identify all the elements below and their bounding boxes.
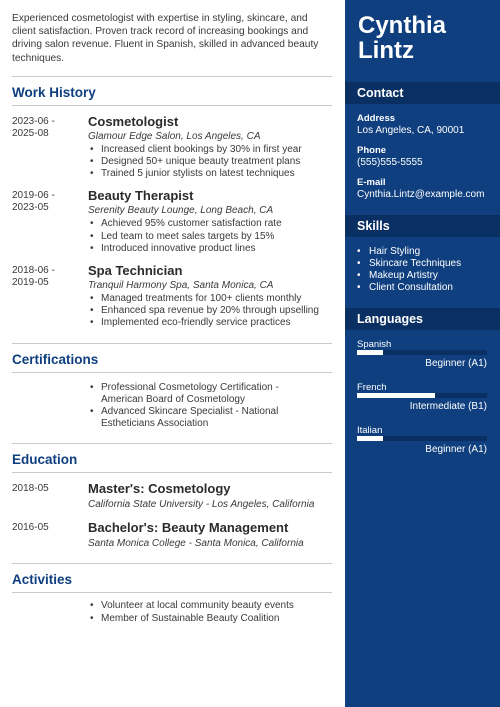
school: California State University - Los Angeles, California (88, 499, 315, 511)
bullet-list (88, 144, 333, 181)
phone-value: (555)555-5555 (357, 157, 423, 168)
list-item: • Trained 5 junior stylists on latest techniques (88, 168, 333, 180)
job-title: Spa Technician (88, 263, 183, 279)
address-label: Address (357, 113, 396, 124)
degree: Bachelor's: Beauty Management (88, 520, 289, 536)
summary: Experienced cosmetologist with expertise in styling, skincare, and client satisfaction. Proven track record of increasing bookings and driving salon revenue. Fluent in Spanish, skilled in advanced beauty techniques. (12, 13, 319, 64)
skill-item: • Skincare Techniques (345, 258, 500, 270)
school: Santa Monica College - Santa Monica, California (88, 538, 304, 550)
language-bar (357, 436, 487, 441)
date-start: 2023-06 - (12, 115, 55, 127)
education-title: Education (12, 452, 78, 468)
sidebar (345, 0, 500, 707)
divider (12, 472, 332, 473)
divider (12, 563, 332, 564)
list-item: • Managed treatments for 100+ clients monthly (88, 293, 333, 305)
skills-title: Skills (345, 215, 500, 237)
address-value: Los Angeles, CA, 90001 (357, 125, 465, 136)
date-end: 2019-05 (12, 277, 49, 289)
company: Tranquil Harmony Spa, Santa Monica, CA (88, 280, 274, 292)
list-item: • Professional Cosmetology Certification - American Board of Cosmetology (88, 382, 308, 406)
language-name: Italian (357, 425, 383, 436)
contact-title: Contact (345, 82, 500, 104)
skills-list (345, 246, 500, 294)
list-item: • Volunteer at local community beauty events (88, 600, 333, 612)
education-date: 2018-05 (12, 483, 49, 495)
certifications-title: Certifications (12, 351, 99, 367)
company: Glamour Edge Salon, Los Angeles, CA (88, 130, 261, 142)
list-item: • Increased client bookings by 30% in first year (88, 144, 333, 156)
date-start: 2018-06 - (12, 265, 55, 277)
date-end: 2023-05 (12, 202, 49, 214)
work-date (12, 265, 72, 289)
divider (12, 343, 332, 344)
education-date: 2016-05 (12, 522, 49, 534)
language-name: French (357, 382, 387, 393)
work-date (12, 190, 72, 214)
date-start: 2019-06 - (12, 190, 55, 202)
email-value[interactable]: Cynthia.Lintz@example.com (357, 189, 485, 200)
list-item: • Achieved 95% customer satisfaction rate (88, 218, 333, 230)
skill-item: • Client Consultation (345, 282, 500, 294)
language-bar-fill (357, 436, 383, 441)
contact-block (345, 113, 500, 201)
work-entry (12, 263, 333, 330)
list-item: • Led team to meet sales targets by 15% (88, 231, 333, 243)
divider (12, 372, 332, 373)
company: Serenity Beauty Lounge, Long Beach, CA (88, 205, 274, 217)
certifications-list (88, 382, 308, 431)
language-item (345, 339, 500, 370)
divider (12, 443, 332, 444)
last-name: Lintz (358, 37, 414, 64)
list-item: • Designed 50+ unique beauty treatment plans (88, 156, 333, 168)
work-date (12, 116, 72, 140)
job-title: Cosmetologist (88, 113, 179, 129)
work-entry (12, 188, 333, 255)
divider (12, 76, 332, 77)
phone-label: Phone (357, 145, 387, 156)
email-label: E-mail (357, 177, 386, 188)
skill-item: • Hair Styling (345, 246, 500, 258)
language-level: Intermediate (B1) (409, 401, 487, 412)
language-level: Beginner (A1) (425, 444, 487, 455)
language-item (345, 382, 500, 413)
education-entry (12, 520, 333, 550)
divider (12, 105, 332, 106)
language-bar-fill (357, 393, 435, 398)
divider (12, 592, 332, 593)
language-item (345, 425, 500, 456)
education-entry (12, 481, 333, 511)
candidate-name (345, 0, 500, 63)
bullet-list (88, 218, 333, 255)
list-item: • Enhanced spa revenue by 20% through upselling (88, 305, 333, 317)
list-item: • Advanced Skincare Specialist - National Estheticians Association (88, 406, 308, 430)
language-bar-fill (357, 350, 383, 355)
activities-list (88, 600, 333, 624)
language-bar (357, 393, 487, 398)
work-entry (12, 114, 333, 181)
languages-block (345, 339, 500, 456)
list-item: • Member of Sustainable Beauty Coalition (88, 613, 333, 625)
list-item: • Implemented eco-friendly service practices (88, 317, 333, 329)
degree: Master's: Cosmetology (88, 481, 231, 497)
date-end: 2025-08 (12, 127, 49, 139)
list-item: • Introduced innovative product lines (88, 243, 333, 255)
skill-item: • Makeup Artistry (345, 270, 500, 282)
language-name: Spanish (357, 339, 392, 350)
languages-title: Languages (345, 308, 500, 330)
language-level: Beginner (A1) (425, 358, 487, 369)
bullet-list (88, 293, 333, 330)
language-bar (357, 350, 487, 355)
activities-title: Activities (12, 572, 73, 588)
job-title: Beauty Therapist (88, 188, 194, 204)
first-name: Cynthia (358, 12, 447, 39)
work-history-title: Work History (12, 84, 96, 100)
